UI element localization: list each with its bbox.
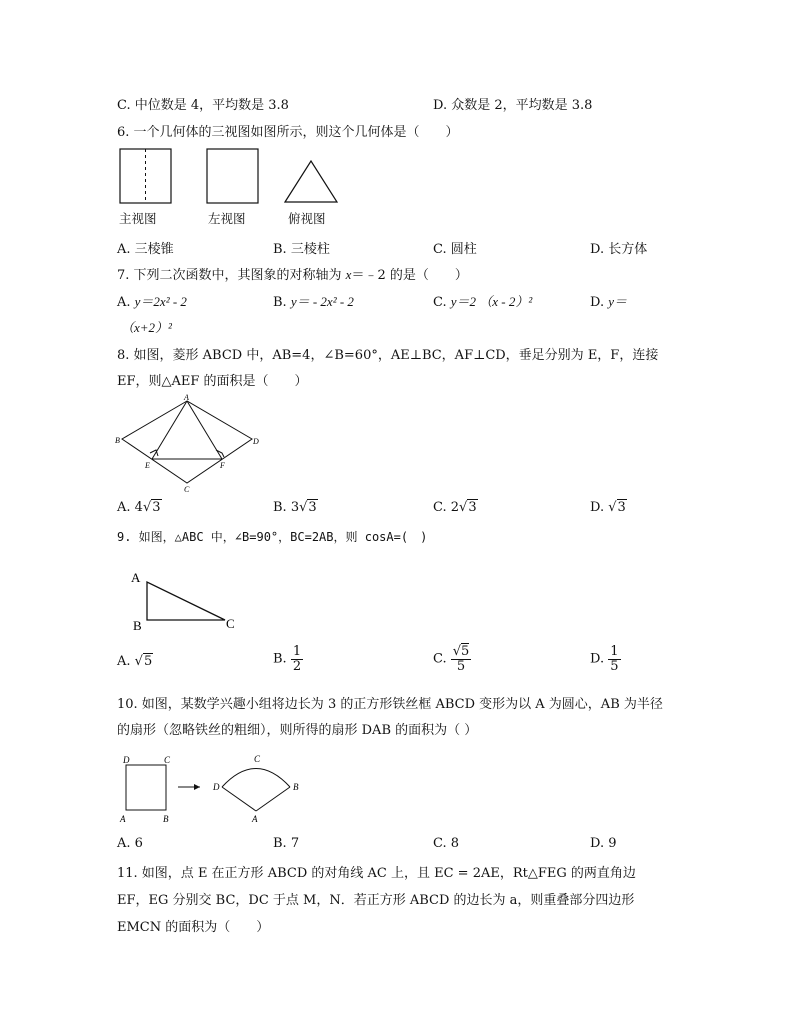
q9-label-b: B — [133, 618, 142, 633]
q9-label-a: A — [131, 570, 141, 585]
sector-dab — [222, 769, 290, 812]
q8-label-c: C — [184, 485, 190, 494]
q6-view-label-top: 俯视图 — [288, 211, 326, 226]
q9-option-c-prefix: C. — [433, 651, 451, 667]
q9-option-d-fraction — [608, 645, 620, 673]
top-view — [285, 161, 337, 202]
q8-option-b — [273, 500, 318, 515]
q11-line2: EF，EG 分别交 BC，DC 于点 M，N．若正方形 ABCD 的边长为 a，则重叠部分四边形 — [117, 893, 635, 908]
sqrt-symbol: √5 — [134, 654, 153, 669]
q10-option-b: B. 7 — [273, 836, 300, 851]
q7-option-d — [590, 291, 627, 310]
q7-stem — [117, 264, 468, 283]
q9-option-b-fraction — [291, 645, 303, 673]
q10-square-label-c: C — [164, 755, 171, 765]
fraction-numerator: 1 — [292, 644, 302, 659]
q7-option-b-prefix: B. — [273, 295, 291, 310]
q8-option-d — [590, 500, 627, 515]
q8-rhombus-figure — [112, 393, 272, 496]
q5-option-d: D. 众数是 2，平均数是 3.8 — [433, 98, 593, 113]
q9-triangle-figure — [125, 568, 245, 636]
q10-option-a: A. 6 — [117, 836, 143, 851]
q10-option-c: C. 8 — [433, 836, 460, 851]
q8-label-d: D — [253, 437, 259, 446]
q6-view-label-side: 左视图 — [208, 211, 246, 226]
q7-option-c-prefix: C. — [433, 295, 451, 310]
q9-option-b-prefix: B. — [273, 651, 291, 667]
q9-option-d — [590, 645, 621, 673]
segment-ae — [152, 401, 187, 459]
side-view — [207, 149, 258, 203]
q9-option-c — [433, 645, 471, 673]
q9-label-c: C — [226, 616, 235, 631]
q8-line2: EF，则△AEF 的面积是（ ） — [117, 374, 308, 389]
q8-option-a-radicand: 3 — [152, 500, 161, 515]
q5-option-c: C. 中位数是 4，平均数是 3.8 — [117, 98, 289, 113]
q7-option-b-expr: y＝ - 2x² - 2 — [290, 294, 354, 309]
q11-line3: EMCN 的面积为（ ） — [117, 920, 270, 935]
q7-stem-var: x — [345, 267, 352, 282]
q8-option-b-radicand: 3 — [308, 500, 317, 515]
q8-label-a: A — [184, 393, 189, 402]
fraction-numerator: 1 — [610, 644, 619, 659]
q10-sector-label-b: B — [293, 782, 299, 792]
rhombus-abcd — [122, 401, 252, 483]
q7-stem-pre: 7. 下列二次函数中，其图象的对称轴为 — [117, 268, 346, 283]
q8-option-c — [433, 500, 478, 515]
q8-option-d-prefix: D. — [590, 500, 609, 515]
q8-label-f: F — [220, 461, 225, 470]
q8-label-e: E — [145, 461, 150, 470]
q8-option-a — [117, 500, 162, 515]
q10-line1: 10. 如图，某数学兴趣小组将边长为 3 的正方形铁丝框 ABCD 变形为以 A 为圆心，AB 为半径 — [117, 697, 663, 712]
q10-square-label-a: A — [120, 814, 126, 824]
q7-option-b — [273, 291, 354, 310]
q9-option-c-fraction — [451, 645, 472, 673]
q6-option-d: D. 长方体 — [590, 242, 648, 257]
q10-square-label-b: B — [163, 814, 169, 824]
q7-option-c-expr: y＝2 （x - 2）² — [450, 294, 533, 309]
q11-line1: 11. 如图，点 E 在正方形 ABCD 的对角线 AC 上，且 EC = 2AE，Rt△FEG 的两直角边 — [117, 866, 636, 881]
q8-option-c-prefix: C. 2 — [433, 500, 460, 515]
q7-option-c — [433, 291, 532, 310]
q10-option-d: D. 9 — [590, 836, 617, 851]
q6-option-c: C. 圆柱 — [433, 242, 477, 257]
square-abcd — [126, 765, 166, 810]
q6-option-a: A. 三棱锥 — [117, 242, 174, 257]
q7-option-d-continuation: （x+2）² — [121, 320, 172, 335]
q10-sector-label-d: D — [213, 782, 220, 792]
q7-option-a-expr: y＝2x² - 2 — [134, 294, 187, 309]
q10-square-label-d: D — [123, 755, 130, 765]
q10-sector-label-c: C — [254, 754, 261, 764]
fraction-denominator: 5 — [456, 658, 466, 674]
q8-option-d-radicand: 3 — [617, 500, 626, 515]
fraction-numerator: √5 — [452, 644, 470, 659]
q8-option-a-prefix: A. 4 — [117, 500, 143, 515]
fraction-denominator: 5 — [610, 658, 619, 674]
q9-option-a — [117, 654, 153, 669]
q7-option-d-expr: y＝ — [608, 294, 628, 309]
arrow-head-icon — [194, 784, 200, 790]
sqrt-symbol: √3 — [299, 500, 317, 515]
q7-option-a — [117, 291, 187, 310]
sqrt-symbol: √3 — [459, 500, 477, 515]
q8-option-b-prefix: B. 3 — [273, 500, 300, 515]
q10-sector-label-a: A — [252, 814, 258, 824]
q8-option-c-radicand: 3 — [468, 500, 477, 515]
q6-option-b: B. 三棱柱 — [273, 242, 330, 257]
q9-option-b — [273, 645, 303, 673]
q9-option-c-radicand: 5 — [461, 644, 470, 659]
q10-square-to-sector-figure — [115, 750, 305, 828]
q6-view-label-front: 主视图 — [119, 211, 157, 226]
q7-option-d-prefix: D. — [590, 295, 609, 310]
q7-option-a-prefix: A. — [117, 295, 135, 310]
q10-line2: 的扇形（忽略铁丝的粗细），则所得的扇形 DAB 的面积为（ ） — [117, 723, 478, 738]
q7-stem-post: ＝﹣2 的是（ ） — [351, 268, 468, 283]
q8-label-b: B — [115, 436, 120, 445]
fraction-denominator: 2 — [292, 658, 302, 674]
q9-option-d-prefix: D. — [590, 651, 609, 667]
front-view — [120, 149, 171, 203]
sqrt-symbol: √3 — [142, 500, 161, 515]
triangle-abc — [147, 582, 225, 620]
sqrt-symbol: √3 — [608, 500, 626, 515]
q9-option-a-prefix: A. — [117, 654, 135, 669]
q6-three-views-figure — [115, 145, 345, 210]
q8-line1: 8. 如图，菱形 ABCD 中，AB=4，∠B=60°，AE⊥BC，AF⊥CD，垂足分别为 E，F，连接 — [117, 348, 659, 363]
q9-stem: 9. 如图，△ABC 中，∠B=90°，BC=2AB，则 cosA=( ) — [117, 530, 428, 544]
q9-option-a-radicand: 5 — [143, 654, 153, 669]
q6-stem: 6. 一个几何体的三视图如图所示，则这个几何体是（ ） — [117, 125, 459, 140]
